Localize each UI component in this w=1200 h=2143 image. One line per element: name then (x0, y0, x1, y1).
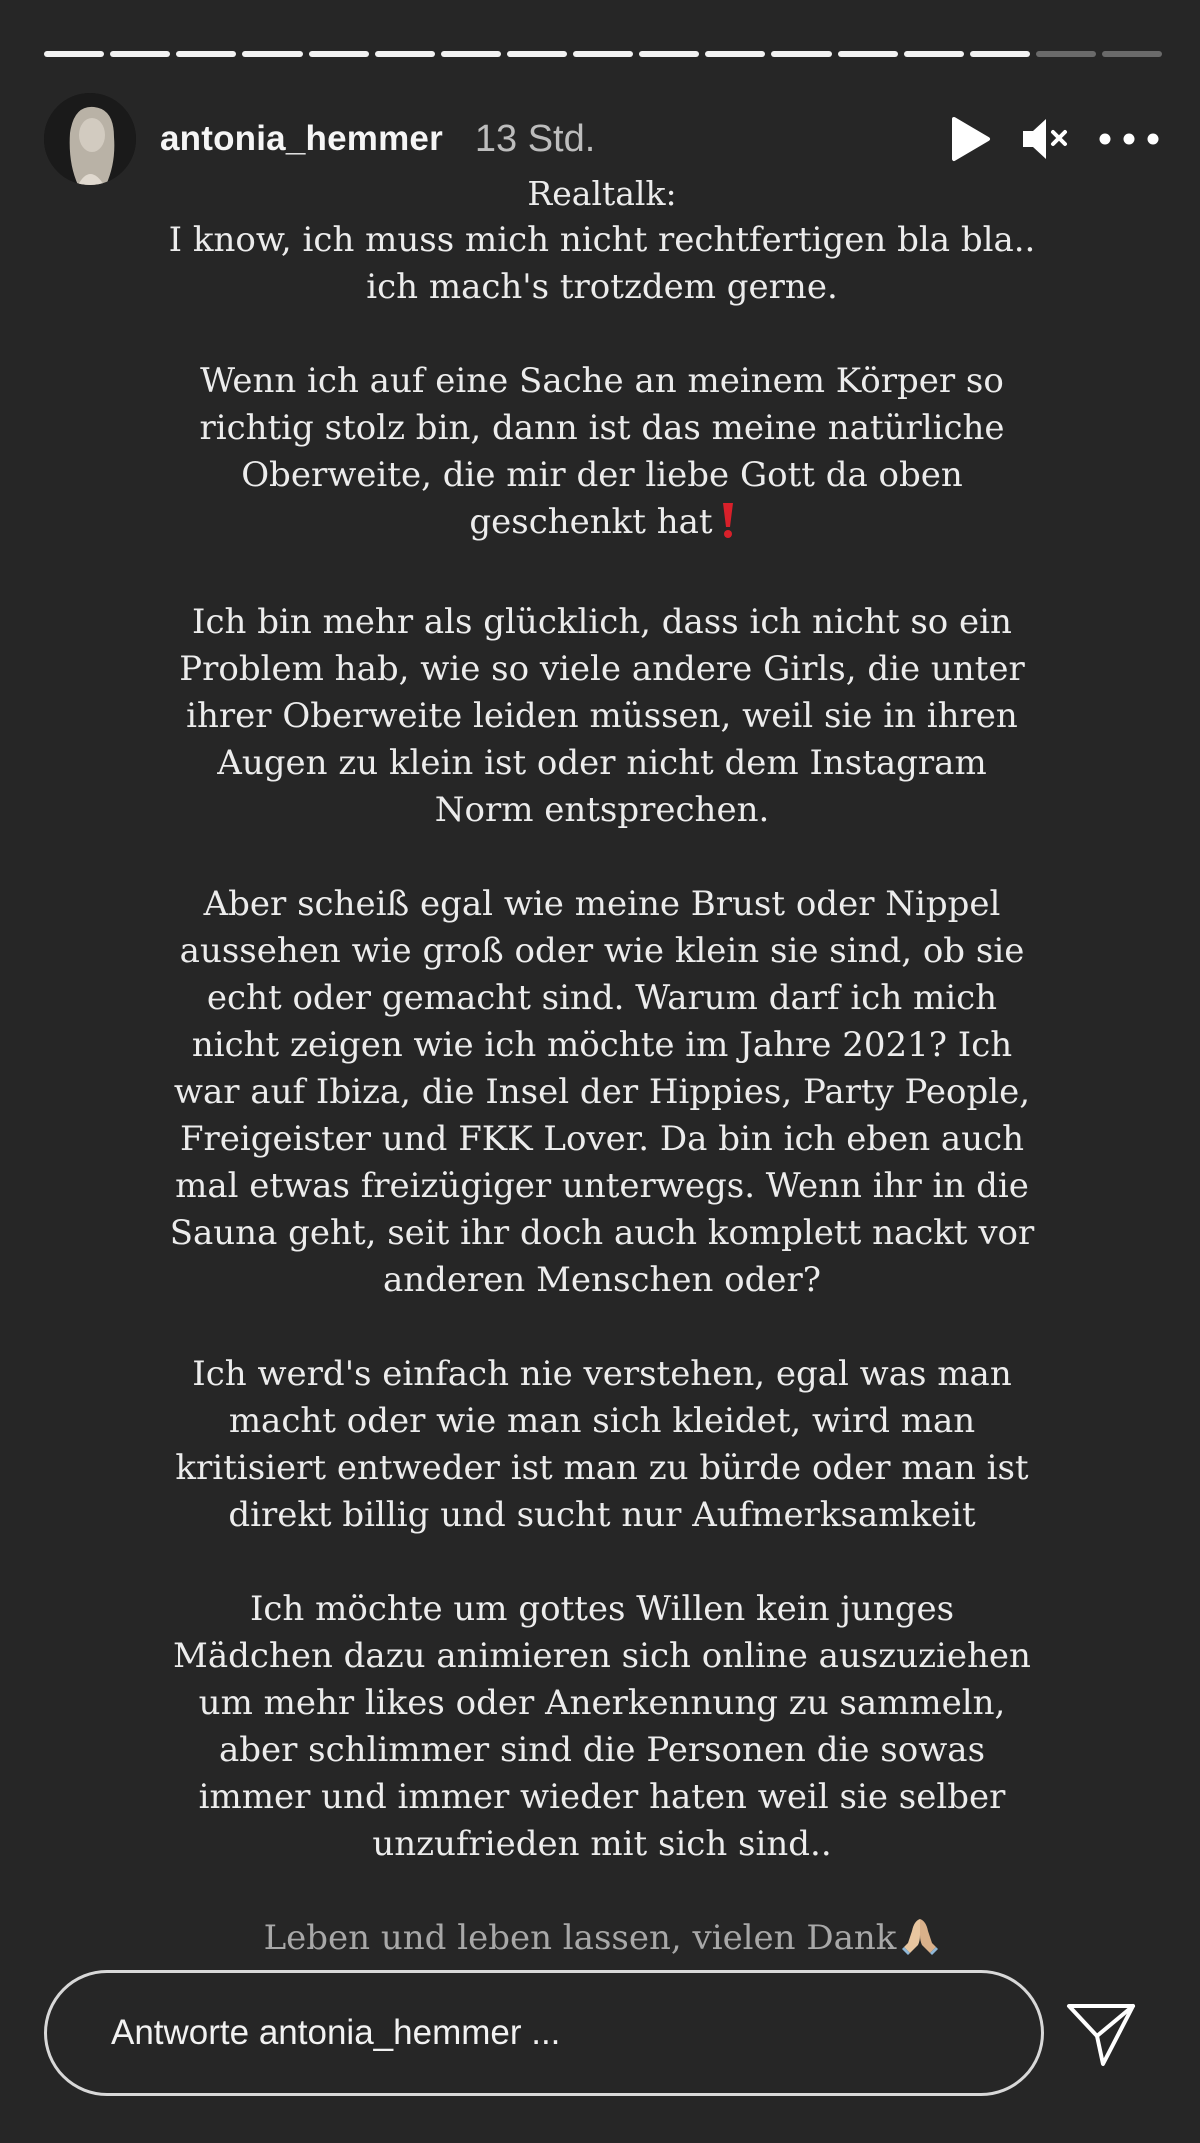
exclamation-emoji-icon (721, 501, 735, 552)
progress-segment (904, 51, 964, 57)
story-text (130, 170, 1074, 1968)
text-line: Ich werd's einfach nie verstehen, egal was man (192, 1354, 1012, 1394)
text-line: ihrer Oberweite leiden müssen, weil sie in ihren (186, 696, 1018, 736)
progress-segment (771, 51, 831, 57)
progress-segment (970, 51, 1030, 57)
text-line: macht oder wie man sich kleidet, wird man (228, 1401, 976, 1441)
send-icon[interactable] (1065, 2000, 1137, 2070)
text-line (130, 499, 1074, 552)
progress-segment (838, 51, 898, 57)
text-line: Mädchen dazu animieren sich online auszuziehen (173, 1636, 1031, 1676)
progress-segment (176, 51, 236, 57)
text-line: Problem hab, wie so viele andere Girls, die unter (179, 649, 1025, 689)
story-controls (948, 116, 1160, 162)
more-dots-icon[interactable] (1098, 132, 1160, 146)
story-progress-bar (44, 51, 1162, 57)
text-line: Wenn ich auf eine Sache an meinem Körper so (200, 361, 1004, 401)
closing-line (130, 1915, 1074, 1968)
text-line: war auf Ibiza, die Insel der Hippies, Party People, (173, 1072, 1031, 1112)
story-title: Realtalk: (527, 174, 677, 213)
text-line: Sauna geht, seit ihr doch auch komplett nackt vor (169, 1213, 1035, 1253)
text-line: richtig stolz bin, dann ist das meine natürliche (199, 408, 1005, 448)
text-line: Augen zu klein ist oder nicht dem Instagram (217, 743, 987, 783)
text-line: direkt billig und sucht nur Aufmerksamkeit (228, 1495, 976, 1535)
text-line: mal etwas freizügiger unterwegs. Wenn ihr in die (175, 1166, 1029, 1206)
text-line: unzufrieden mit sich sind.. (372, 1824, 832, 1864)
progress-segment (1036, 51, 1096, 57)
text-line: aussehen wie groß oder wie klein sie sind, ob sie (179, 931, 1025, 971)
praying-hands-emoji-icon (900, 1915, 940, 1968)
text-line-fragment: geschenkt hat (469, 502, 713, 542)
progress-segment (639, 51, 699, 57)
text-line: Freigeister und FKK Lover. Da bin ich eben auch (179, 1119, 1025, 1159)
play-icon[interactable] (948, 116, 992, 162)
text-line: Norm entsprechen. (434, 790, 770, 830)
closing-text: Leben und leben lassen, vielen Dank (263, 1918, 897, 1958)
text-line: kritisiert entweder ist man zu bürde oder man ist (175, 1448, 1029, 1488)
text-line: um mehr likes oder Anerkennung zu sammeln, (198, 1683, 1006, 1723)
text-line: nicht zeigen wie ich möchte im Jahre 2021? Ich (191, 1025, 1013, 1065)
progress-segment (1102, 51, 1162, 57)
reply-field[interactable] (44, 1970, 1044, 2096)
text-line: echt oder gemacht sind. Warum darf ich mich (206, 978, 998, 1018)
text-line: Aber scheiß egal wie meine Brust oder Nippel (203, 884, 1001, 924)
progress-segment (573, 51, 633, 57)
text-line: Ich möchte um gottes Willen kein junges (249, 1589, 955, 1629)
text-line: anderen Menschen oder? (382, 1260, 821, 1300)
progress-segment (44, 51, 104, 57)
progress-segment (110, 51, 170, 57)
text-line: Ich bin mehr als glücklich, dass ich nicht so ein (192, 602, 1012, 642)
progress-segment (375, 51, 435, 57)
progress-segment (705, 51, 765, 57)
post-time: 13 Std. (474, 117, 596, 160)
avatar[interactable] (44, 93, 136, 185)
text-line: Oberweite, die mir der liebe Gott da oben (241, 455, 963, 495)
reply-input[interactable] (109, 2012, 993, 2054)
text-line: aber schlimmer sind die Personen die sowas (218, 1730, 986, 1770)
text-line: immer und immer wieder haten weil sie selber (198, 1777, 1006, 1817)
text-line: ich mach's trotzdem gerne. (366, 267, 838, 307)
speaker-muted-icon[interactable] (1020, 116, 1070, 162)
username[interactable]: antonia_hemmer (160, 119, 443, 158)
progress-segment (507, 51, 567, 57)
text-line: I know, ich muss mich nicht rechtfertigen bla bla.. (168, 220, 1036, 260)
progress-segment (309, 51, 369, 57)
progress-segment (242, 51, 302, 57)
progress-segment (441, 51, 501, 57)
